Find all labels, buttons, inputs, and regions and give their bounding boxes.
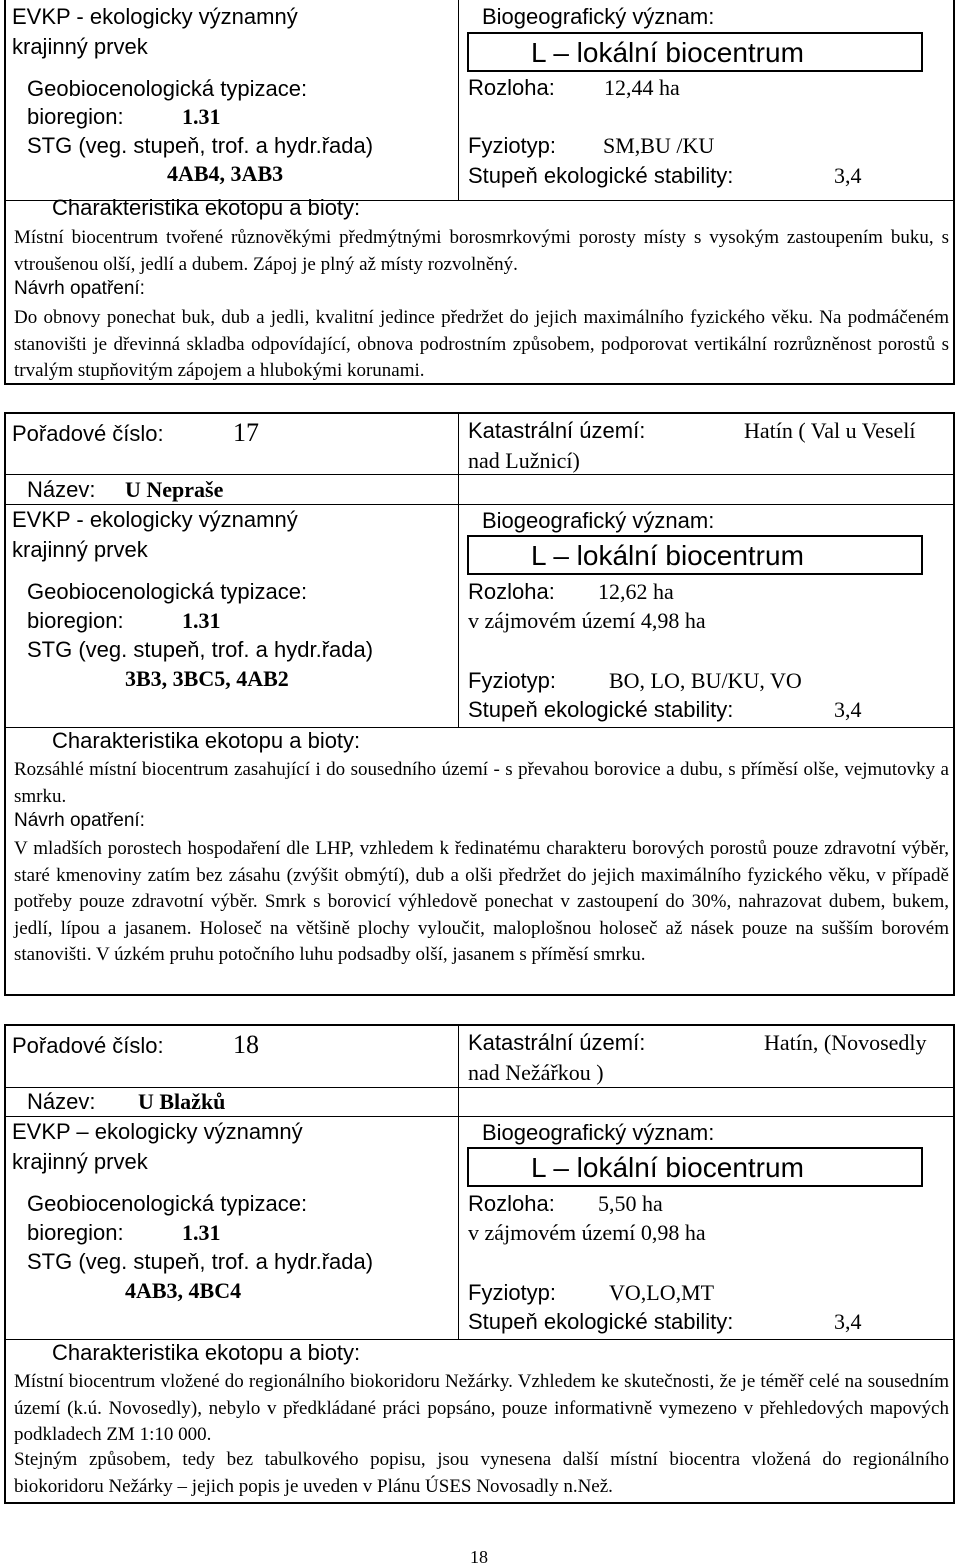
bioregion-label: bioregion:: [27, 1220, 124, 1245]
stability-value: 3,4: [834, 697, 862, 722]
stability-value: 3,4: [834, 1309, 862, 1334]
biogeo-value: L – lokální biocentrum: [531, 37, 804, 68]
charakteristika-label: Charakteristika ekotopu a bioty:: [52, 728, 361, 753]
stg-label: STG (veg. stupeň, trof. a hydr.řada): [27, 1249, 374, 1274]
stability-label: Stupeň ekologické stability:: [468, 163, 734, 188]
poradi-value: 17: [233, 418, 259, 447]
stg-label: STG (veg. stupeň, trof. a hydr.řada): [27, 133, 374, 158]
navrh-text: V mladších porostech hospodaření dle LHP, vzhledem k ředinatému charakteru borových porostů pouze zdravotní výběr, staré kmenoviny zatím bez zásahu (zvýšit obmýtí), dub a olši předržet do jejich maximálního fyzického věku, v případě potřeby pouze zdravotní výběr. Smrk s borovicí výhledově ponechat v zastoupení do 30%, nahrazovat dubem, bukem, jedlí, lípou a jasanem. Holoseč na většině plochy vyloučit, maloplošnou holoseč až násek pouze na sušším borovém stanovišti. V úzkém pruhu potočního luhu podsadby olší, jasanem s příměsí smrku.: [14, 838, 949, 965]
stg-value: 4AB4, 3AB3: [167, 161, 284, 186]
fyziotyp-label: Fyziotyp:: [468, 1280, 557, 1305]
stg-value: 3B3, 3BC5, 4AB2: [125, 666, 289, 691]
rozloha-value: 12,44 ha: [604, 75, 680, 100]
rozloha-value: 5,50 ha: [598, 1191, 663, 1216]
navrh-text: Do obnovy ponechat buk, dub a jedli, kvalitní jedince předržet do jejich maximálního fyzického věku. Na podmáčeném stanovišti je dřevinná skladba odpovídající, obnova podrostním způsobem, podporovat vertikální rozrůzněnost porostů s trvalým stupňovitým zápojem a hlubokými korunami.: [14, 307, 949, 381]
biocentrum-block-18: [4, 1024, 955, 1504]
poradi-label: Pořadové číslo:: [12, 421, 164, 446]
poradi-label: Pořadové číslo:: [12, 1033, 164, 1058]
fyziotyp-label: Fyziotyp:: [468, 133, 557, 158]
biogeo-value-box: [467, 535, 923, 575]
geo-title: Geobiocenologická typizace:: [27, 579, 308, 604]
rozloha-label: Rozloha:: [468, 75, 555, 100]
geo-title: Geobiocenologická typizace:: [27, 76, 308, 101]
stability-label: Stupeň ekologické stability:: [468, 1309, 734, 1334]
fyziotyp-label: Fyziotyp:: [468, 668, 557, 693]
fyziotyp-value: SM,BU /KU: [603, 133, 715, 158]
evkp-label: EVKP - ekologicky významný: [12, 4, 298, 29]
charakteristika-text: Rozsáhlé místní biocentrum zasahující i do sousedního území - s převahou borovice a dubu, s příměsí olše, vejmutovky a smrku.: [14, 759, 949, 807]
zajmove-uzemi: v zájmovém území 4,98 ha: [468, 608, 706, 633]
rozloha-label: Rozloha:: [468, 1191, 555, 1216]
geo-title: Geobiocenologická typizace:: [27, 1191, 308, 1216]
dalsi-biocentra-text: Stejným způsobem, tedy bez tabulkového popisu, jsou vynesena další místní biocentra vložená do regionálního biokoridoru Nežárky – jejich popis je uveden v Plánu ÚSES Novosadly n.Než.: [14, 1449, 949, 1497]
evkp-label-2: krajinný prvek: [12, 1149, 148, 1174]
katastr-value: Hatín, (Novosedly: [764, 1030, 927, 1055]
charakteristika-text: Místní biocentrum tvořené různověkými předmýtnými borosmrkovými porosty místy s vysokým zastoupením buku, s vtroušenou olší, jedlí a dubem. Zápoj je plný až místy rozvolněný.: [14, 227, 949, 275]
evkp-label: EVKP - ekologicky významný: [12, 507, 298, 532]
charakteristika-text: Místní biocentrum vložené do regionálního biokoridoru Nežárky. Vzhledem ke skutečnosti, že je téměř celé na sousedním území (k.ú. Novosedly), nebylo v předkládané práci popsáno, pouze informativně vymezeno v přehledových mapových podkladech ZM 1:10 000.: [14, 1371, 949, 1445]
nazev-value: U Nepraše: [125, 477, 224, 502]
stg-value: 4AB3, 4BC4: [125, 1278, 242, 1303]
nazev-label: Název:: [27, 1089, 96, 1114]
navrh-label: Návrh opatření:: [14, 278, 145, 299]
page-number: 18: [470, 1547, 488, 1567]
nazev-label: Název:: [27, 477, 96, 502]
stg-label: STG (veg. stupeň, trof. a hydr.řada): [27, 637, 374, 662]
stability-label: Stupeň ekologické stability:: [468, 697, 734, 722]
biogeo-value-box: [467, 32, 923, 72]
charakteristika-label: Charakteristika ekotopu a bioty:: [52, 195, 361, 220]
biogeo-value: L – lokální biocentrum: [531, 540, 804, 571]
biogeo-value: L – lokální biocentrum: [531, 1152, 804, 1183]
bioregion-value: 1.31: [182, 104, 221, 129]
biogeo-label: Biogeografický význam:: [482, 4, 715, 29]
evkp-label-2: krajinný prvek: [12, 537, 148, 562]
stability-value: 3,4: [834, 163, 862, 188]
biogeo-label: Biogeografický význam:: [482, 1120, 715, 1145]
zajmove-uzemi: v zájmovém území 0,98 ha: [468, 1220, 706, 1245]
poradi-value: 18: [233, 1030, 259, 1059]
fyziotyp-value: BO, LO, BU/KU, VO: [609, 668, 802, 693]
katastr-value: Hatín ( Val u Veselí: [744, 418, 916, 443]
bioregion-value: 1.31: [182, 1220, 221, 1245]
fyziotyp-value: VO,LO,MT: [609, 1280, 715, 1305]
biogeo-label: Biogeografický význam:: [482, 508, 715, 533]
evkp-label-2: krajinný prvek: [12, 34, 148, 59]
bioregion-value: 1.31: [182, 608, 221, 633]
katastr-value-2: nad Nežářkou ): [468, 1060, 604, 1085]
bioregion-label: bioregion:: [27, 104, 124, 129]
biocentrum-block-16: [4, 0, 955, 385]
rozloha-value: 12,62 ha: [598, 579, 674, 604]
katastr-label: Katastrální území:: [468, 1030, 646, 1055]
bioregion-label: bioregion:: [27, 608, 124, 633]
rozloha-label: Rozloha:: [468, 579, 555, 604]
katastr-label: Katastrální území:: [468, 418, 646, 443]
katastr-value-2: nad Lužnicí): [468, 448, 580, 473]
evkp-label: EVKP – ekologicky významný: [12, 1119, 303, 1144]
biocentrum-block-17: [4, 412, 955, 996]
nazev-value: U Blažků: [138, 1089, 226, 1114]
charakteristika-label: Charakteristika ekotopu a bioty:: [52, 1340, 361, 1365]
navrh-label: Návrh opatření:: [14, 810, 145, 831]
biogeo-value-box: [467, 1147, 923, 1187]
